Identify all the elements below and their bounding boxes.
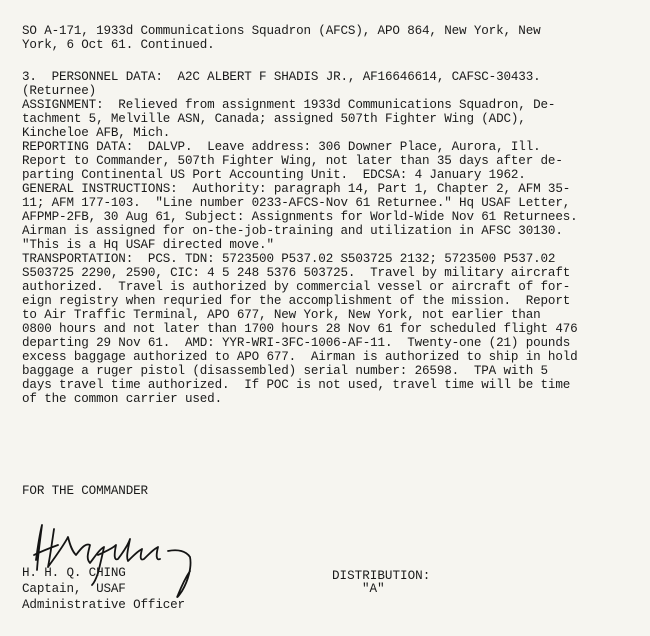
signer-name: H. H. Q. CHING <box>22 566 126 580</box>
body-line-3: ASSIGNMENT: Relieved from assignment 1933d Communications Squadron, De- <box>22 98 556 112</box>
body-line-15: S503725 2290, 2590, CIC: 4 5 248 5376 503725. Travel by military aircraft <box>22 266 571 280</box>
distribution-value: "A" <box>362 582 385 596</box>
distribution-label: DISTRIBUTION: <box>332 569 431 583</box>
body-line-8: parting Continental US Port Accounting Unit. EDCSA: 4 January 1962. <box>22 168 526 182</box>
body-line-7: Report to Commander, 507th Fighter Wing, not later than 35 days after de- <box>22 154 563 168</box>
body-line-17: eign registry when requried for the accomplishment of the mission. Report <box>22 294 571 308</box>
body-line-4: tachment 5, Melville ASN, Canada; assigned 507th Fighter Wing (ADC), <box>22 112 526 126</box>
body-line-9: GENERAL INSTRUCTIONS: Authority: paragraph 14, Part 1, Chapter 2, AFM 35- <box>22 182 571 196</box>
header-line-1: SO A-171, 1933d Communications Squadron (AFCS), APO 864, New York, New <box>22 24 541 38</box>
body-line-14: TRANSPORTATION: PCS. TDN: 5723500 P537.02 S503725 2132; 5723500 P537.02 <box>22 252 556 266</box>
body-line-24: of the common carrier used. <box>22 392 223 406</box>
body-line-16: authorized. Travel is authorized by commercial vessel or aircraft of for- <box>22 280 571 294</box>
signer-rank: Captain, USAF <box>22 582 126 596</box>
body-line-13: "This is a Hq USAF directed move." <box>22 238 274 252</box>
body-line-12: Airman is assigned for on-the-job-training and utilization in AFSC 30130. <box>22 224 563 238</box>
body-line-2: (Returnee) <box>22 84 97 98</box>
body-line-18: to Air Traffic Terminal, APO 677, New York, New York, not earlier than <box>22 308 541 322</box>
body-line-22: baggage a ruger pistol (disassembled) serial number: 26598. TPA with 5 <box>22 364 548 378</box>
body-line-21: excess baggage authorized to APO 677. Airman is authorized to ship in hold <box>22 350 578 364</box>
body-line-20: departing 29 Nov 61. AMD: YYR-WRI-3FC-1006-AF-11. Twenty-one (21) pounds <box>22 336 571 350</box>
header-line-2: York, 6 Oct 61. Continued. <box>22 38 215 52</box>
body-line-10: 11; AFM 177-103. "Line number 0233-AFCS-Nov 61 Returnee." Hq USAF Letter, <box>22 196 571 210</box>
body-line-6: REPORTING DATA: DALVP. Leave address: 306 Downer Place, Aurora, Ill. <box>22 140 541 154</box>
body-line-5: Kincheloe AFB, Mich. <box>22 126 171 140</box>
body-line-19: 0800 hours and not later than 1700 hours 28 Nov 61 for scheduled flight 476 <box>22 322 578 336</box>
for-the-commander: FOR THE COMMANDER <box>22 484 148 498</box>
body-line-11: AFPMP-2FB, 30 Aug 61, Subject: Assignments for World-Wide Nov 61 Returnees. <box>22 210 578 224</box>
signer-title: Administrative Officer <box>22 598 185 612</box>
body-line-23: days travel time authorized. If POC is not used, travel time will be time <box>22 378 571 392</box>
body-line-1: 3. PERSONNEL DATA: A2C ALBERT F SHADIS JR., AF16646614, CAFSC-30433. <box>22 70 541 84</box>
